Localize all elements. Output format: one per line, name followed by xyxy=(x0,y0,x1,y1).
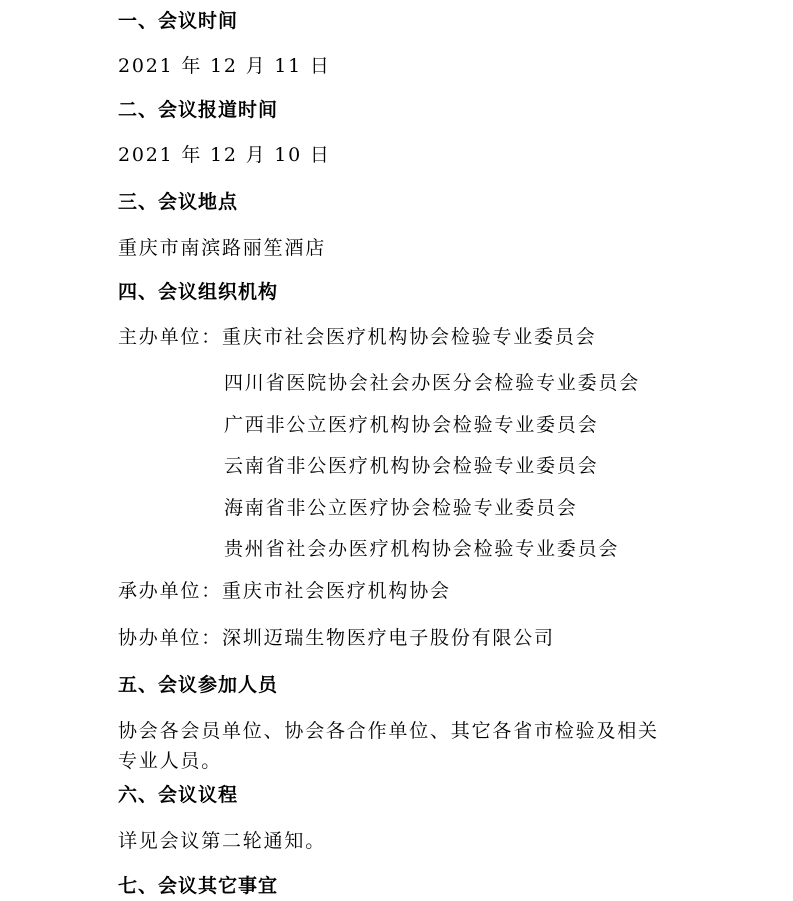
section-heading-other-matters: 七、会议其它事宜 xyxy=(118,875,279,897)
host-organization: 云南省非公医疗机构协会检验专业委员会 xyxy=(224,455,599,477)
co-organizer-organization: 深圳迈瑞生物医疗电子股份有限公司 xyxy=(222,627,555,649)
host-organization: 海南省非公立医疗协会检验专业委员会 xyxy=(224,497,578,519)
attendees-line: 协会各会员单位、协会各合作单位、其它各省市检验及相关 xyxy=(118,720,659,742)
section-heading-meeting-time: 一、会议时间 xyxy=(118,10,239,32)
co-organizer-label: 协办单位： xyxy=(118,627,223,649)
section-heading-registration-time: 二、会议报道时间 xyxy=(118,99,279,121)
host-row xyxy=(118,322,596,349)
host-organization: 重庆市社会医疗机构协会检验专业委员会 xyxy=(222,326,597,348)
host-label: 主办单位： xyxy=(118,326,223,348)
host-organization: 广西非公立医疗机构协会检验专业委员会 xyxy=(224,414,599,436)
section-heading-attendees: 五、会议参加人员 xyxy=(118,674,279,696)
host-organization: 贵州省社会办医疗机构协会检验专业委员会 xyxy=(224,538,620,560)
co-organizer-row xyxy=(118,623,555,650)
meeting-date: 2021 年 12 月 11 日 xyxy=(118,55,331,77)
agenda-text: 详见会议第二轮通知。 xyxy=(118,830,327,852)
undertaker-label: 承办单位： xyxy=(118,580,223,602)
section-heading-organizers: 四、会议组织机构 xyxy=(118,281,279,303)
section-heading-venue: 三、会议地点 xyxy=(118,191,239,213)
registration-date: 2021 年 12 月 10 日 xyxy=(118,144,331,166)
section-heading-agenda: 六、会议议程 xyxy=(118,784,239,806)
host-organization: 四川省医院协会社会办医分会检验专业委员会 xyxy=(224,372,641,394)
venue: 重庆市南滨路丽笙酒店 xyxy=(118,237,327,259)
undertaker-row xyxy=(118,576,451,603)
undertaker-organization: 重庆市社会医疗机构协会 xyxy=(222,580,451,602)
attendees-line: 专业人员。 xyxy=(118,750,223,772)
